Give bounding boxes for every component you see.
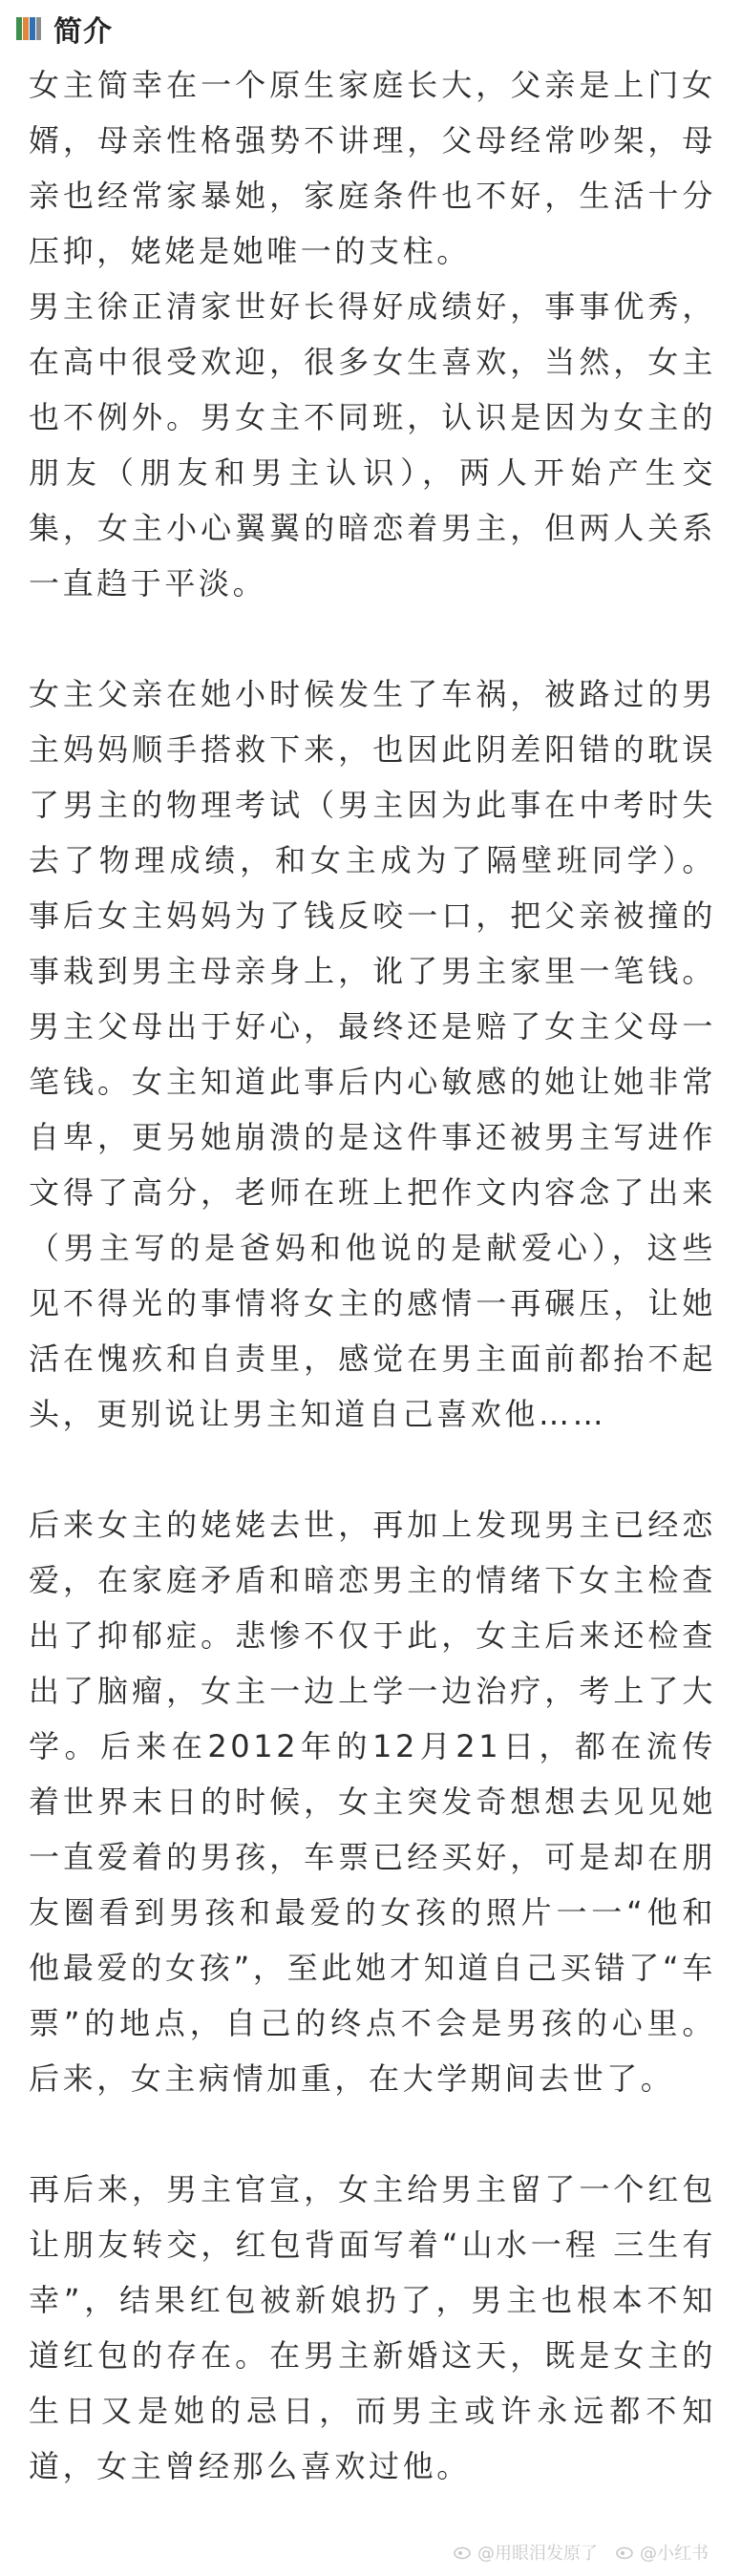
watermark-right-text: @小红书	[640, 2544, 709, 2564]
weibo-icon	[615, 2544, 634, 2560]
paragraph-3: 女主父亲在她小时候发生了车祸，被路过的男主妈妈顺手搭救下来，也因此阴差阳错的耽误了男主的物理考试（男主因为此事在中考时失去了物理成绩，和女主成为了隔壁班同学）。事后女主妈妈为了钱反咬一口，把父亲被撞的事栽到男主母亲身上，讹了男主家里一笔钱。男主父母出于好心，最终还是赔了女主父母一笔钱。女主知道此事后内心敏感的她让她非常自卑，更另她崩溃的是这件事还被男主写进作文得了高分，老师在班上把作文内容念了出来（男主写的是爸妈和他说的是献爱心），这些见不得光的事情将女主的感情一再碾压，让她活在愧疚和自责里，感觉在男主面前都抬不起头，更别说让男主知道自己喜欢他……	[29, 676, 716, 1432]
watermark-right	[615, 2540, 709, 2565]
paragraph-2: 男主徐正清家世好长得好成绩好，事事优秀，在高中很受欢迎，很多女生喜欢，当然，女主也不例外。男女主不同班，认识是因为女主的朋友（朋友和男主认识），两人开始产生交集，女主小心翼翼的暗恋着男主，但两人关系一直趋于平淡。	[29, 288, 716, 602]
paragraph-1: 女主简幸在一个原生家庭长大，父亲是上门女婿，母亲性格强势不讲理，父母经常吵架，母亲也经常家暴她，家庭条件也不好，生活十分压抑，姥姥是她唯一的支柱。	[29, 67, 716, 269]
summary-content	[29, 57, 716, 2494]
watermark-left	[453, 2540, 598, 2565]
page-title: 简介	[53, 15, 113, 49]
header	[13, 8, 113, 50]
book-icon	[13, 13, 44, 44]
paragraph-5: 再后来，男主官宣，女主给男主留了一个红包让朋友转交，红包背面写着“山水一程 三生有幸”，结果红包被新娘扔了，男主也根本不知道红包的存在。在男主新婚这天，既是女主的生日又是她的忌日，而男主或许永远都不知道，女主曾经那么喜欢过他。	[29, 2171, 716, 2484]
paragraph-4: 后来女主的姥姥去世，再加上发现男主已经恋爱，在家庭矛盾和暗恋男主的情绪下女主检查出了抑郁症。悲惨不仅于此，女主后来还检查出了脑瘤，女主一边上学一边治疗，考上了大学。后来在2012年的12月21日，都在流传着世界末日的时候，女主突发奇想想去见见她一直爱着的男孩，车票已经买好，可是却在朋友圈看到男孩和最爱的女孩的照片一一“他和他最爱的女孩”，至此她才知道自己买错了“车票”的地点，自己的终点不会是男孩的心里。后来，女主病情加重，在大学期间去世了。	[29, 1507, 716, 2097]
weibo-icon	[453, 2544, 472, 2560]
watermark-left-text: @用眼泪发原了	[477, 2544, 598, 2564]
watermark	[453, 2540, 709, 2565]
